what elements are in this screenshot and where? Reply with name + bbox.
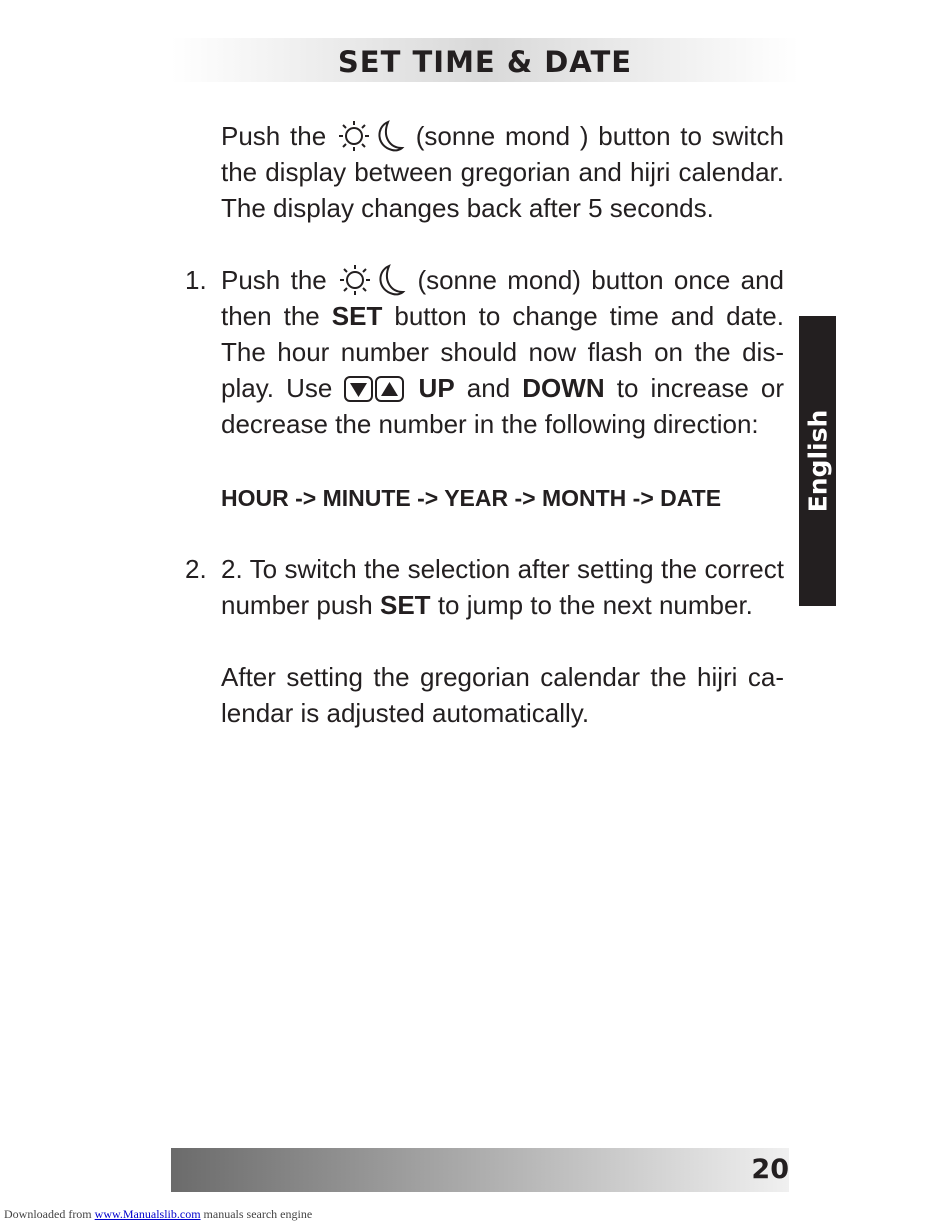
list-number: 1. bbox=[185, 265, 207, 295]
step-1-text: to increase or decrease the number in the following direction: bbox=[221, 373, 784, 439]
sun-moon-icon bbox=[337, 263, 407, 297]
intro-paragraph bbox=[221, 118, 784, 226]
language-tab-label: English bbox=[803, 409, 832, 513]
step-2-text: 2. To switch the selection after setting the correct number push bbox=[221, 554, 784, 620]
setting-sequence: HOUR -> MINUTE -> YEAR -> MONTH -> DATE bbox=[221, 485, 722, 511]
down-up-arrows-icon bbox=[344, 375, 406, 403]
set-button-label: SET bbox=[331, 301, 383, 331]
step-1-text: Push the bbox=[221, 265, 327, 295]
down-button-label: DOWN bbox=[522, 373, 605, 403]
page-number: 20 bbox=[751, 1154, 789, 1185]
up-button-label: UP bbox=[418, 373, 455, 403]
sun-moon-icon bbox=[336, 119, 406, 153]
language-tab bbox=[799, 316, 836, 606]
set-button-label: SET bbox=[380, 590, 431, 620]
step-2-paragraph bbox=[221, 551, 784, 623]
after-note-paragraph: After setting the gregorian calendar the hijri ca-lendar is adjusted automatically. bbox=[221, 662, 784, 728]
intro-text-end: (sonne mond ) button to switch the display between gregorian and hijri calendar. The display changes back after 5 seconds. bbox=[221, 121, 784, 223]
footer-bar bbox=[171, 1148, 789, 1192]
download-suffix: manuals search engine bbox=[203, 1207, 313, 1221]
list-number: 2. bbox=[185, 554, 207, 584]
step-2-text: to jump to the next number. bbox=[437, 590, 753, 620]
page-header bbox=[171, 38, 799, 82]
step-1-text: (sonne mond) button once and then the bbox=[221, 265, 785, 331]
intro-text-start: Push the bbox=[221, 121, 327, 151]
download-note bbox=[4, 1207, 312, 1222]
step-1-paragraph bbox=[221, 262, 784, 442]
download-prefix: Downloaded from bbox=[4, 1207, 92, 1221]
step-1-text: button to change time and date. The hour number should now flash on the dis-play. Use bbox=[221, 301, 784, 403]
page-title: SET TIME & DATE bbox=[337, 45, 633, 79]
manualslib-link[interactable]: www.Manualslib.com bbox=[94, 1207, 201, 1221]
step-1-text: and bbox=[466, 373, 511, 403]
